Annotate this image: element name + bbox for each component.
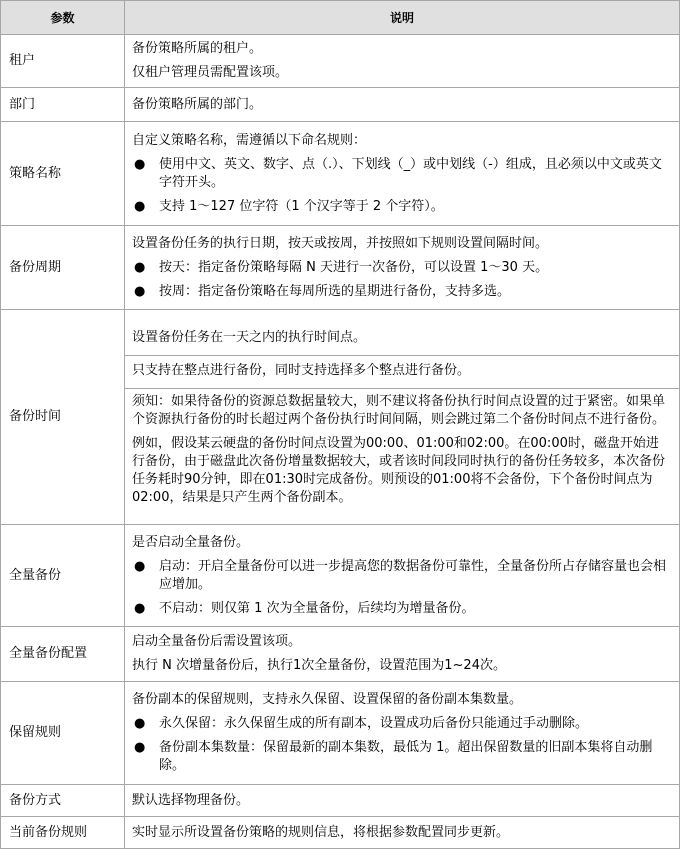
param-desc	[125, 785, 680, 817]
param-desc	[125, 226, 680, 310]
param-name: 策略名称	[1, 122, 125, 226]
bullet-text: 永久保留：永久保留生成的所有副本，设置成功后备份只能通过手动删除。	[159, 716, 589, 731]
param-name: 全量备份	[1, 525, 125, 627]
desc-line: 设置备份任务在一天之内的执行时间点。	[132, 330, 367, 345]
bullet-icon: ●	[134, 259, 146, 275]
param-name: 全量备份配置	[1, 627, 125, 682]
bullet-icon: ●	[134, 600, 146, 616]
desc-line: 默认选择物理备份。	[132, 792, 250, 808]
bullet-icon: ●	[134, 198, 146, 214]
param-desc	[125, 122, 680, 226]
param-name: 备份方式	[1, 785, 125, 817]
header-row	[1, 1, 680, 35]
table-row	[1, 88, 680, 122]
param-desc	[125, 525, 680, 627]
param-name: 备份时间	[1, 310, 125, 525]
table-row	[1, 682, 680, 785]
bullet-icon: ●	[134, 283, 146, 299]
bullet-icon: ●	[134, 156, 146, 172]
param-name: 租户	[1, 35, 125, 88]
desc-line: 启动全量备份后需设置该项。	[132, 634, 302, 649]
bullet-item	[132, 739, 671, 775]
table-row	[1, 226, 680, 310]
param-desc	[125, 682, 680, 785]
table-row	[1, 627, 680, 682]
desc-line: 执行 N 次增量备份后，执行1次全量备份，设置范围为1~24次。	[132, 658, 506, 673]
bullet-text: 备份副本集数量：保留最新的副本集数，最低为 1。超出保留数量的旧副本集将自动删除。	[159, 740, 653, 773]
table-row	[1, 785, 680, 817]
desc-intro: 自定义策略名称，需遵循以下命名规则：	[132, 132, 367, 148]
table-row	[1, 122, 680, 226]
bullet-item	[132, 715, 671, 733]
desc-line: 备份策略所属的租户。	[132, 41, 263, 56]
param-desc	[125, 310, 680, 525]
bullet-text: 支持 1～127 位字符（1 个汉字等于 2 个字符）。	[159, 198, 444, 214]
bullet-item	[132, 600, 671, 618]
bullet-text: 启动：开启全量备份可以进一步提高您的数据备份可靠性，全量备份所占存储容量也会相应增加。	[159, 558, 667, 592]
notice-text: 须知：如果待备份的资源总数据量较大，则不建议将备份执行时间点设置的过于紧密。如果单个资源执行备份的时长超过两个备份执行时间间隔，则会跳过第二个备份时间点不进行备份。	[132, 394, 666, 427]
bullet-item	[132, 156, 671, 192]
desc-line: 只支持在整点进行备份，同时支持选择多个整点进行备份。	[132, 363, 471, 378]
bullet-item	[132, 198, 671, 216]
param-desc	[125, 35, 680, 88]
param-desc	[125, 817, 680, 849]
table-row	[1, 817, 680, 849]
bullet-item	[132, 283, 671, 301]
table-row	[1, 35, 680, 88]
bullet-text: 按天：指定备份策略每隔 N 天进行一次备份，可以设置 1～30 天。	[159, 259, 549, 275]
bullet-icon: ●	[134, 740, 146, 755]
bullet-text: 不启动：则仅第 1 次为全量备份，后续均为增量备份。	[159, 600, 475, 616]
bullet-text: 按周：指定备份策略在每周所选的星期进行备份，支持多选。	[159, 283, 511, 299]
desc-line: 备份策略所属的部门。	[132, 96, 263, 112]
param-name: 当前备份规则	[1, 817, 125, 849]
bullet-icon: ●	[134, 558, 146, 574]
example-text: 例如，假设某云硬盘的备份时间点设置为00:00、01:00和02:00。在00:00时，磁盘开始进行备份，由于磁盘此次备份增量数据较大，或者该时间段同时执行的备份任务较多，本次备份任务耗时90分钟，即在01:30时完成备份。则预设的01:00将不会备份，下个备份时间点为02:00，结果是只产生两个备份副本。	[132, 436, 666, 505]
table-row	[1, 525, 680, 627]
desc-intro: 备份副本的保留规则，支持永久保留、设置保留的备份副本集数量。	[132, 692, 523, 707]
param-name: 备份周期	[1, 226, 125, 310]
header-param: 参数	[1, 1, 125, 35]
bullet-item	[132, 259, 671, 277]
param-desc	[125, 627, 680, 682]
desc-intro: 设置备份任务的执行日期，按天或按周，并按照如下规则设置间隔时间。	[132, 235, 549, 251]
desc-line: 仅租户管理员需配置该项。	[132, 65, 289, 80]
param-name: 部门	[1, 88, 125, 122]
bullet-icon: ●	[134, 716, 146, 731]
table-row	[1, 310, 680, 525]
bullet-text: 使用中文、英文、数字、点（.）、下划线（_）或中划线（-）组成，且必须以中文或英文字符开头。	[159, 156, 662, 190]
desc-line: 实时显示所设置备份策略的规则信息，将根据参数配置同步更新。	[132, 824, 510, 840]
param-name: 保留规则	[1, 682, 125, 785]
bullet-item	[132, 558, 671, 594]
param-desc	[125, 88, 680, 122]
header-desc: 说明	[125, 1, 680, 35]
desc-intro: 是否启动全量备份。	[132, 534, 250, 550]
